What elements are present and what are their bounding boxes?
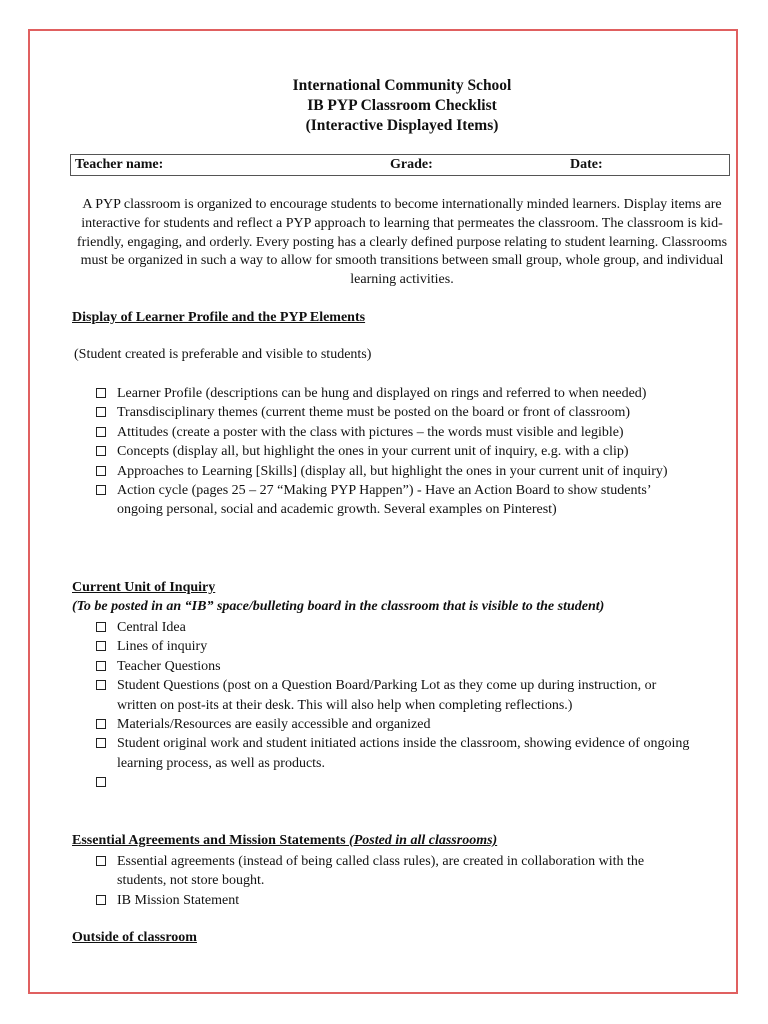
checkbox[interactable] xyxy=(96,485,106,495)
list-item: Learner Profile (descriptions can be hung and displayed on rings and referred to when needed) xyxy=(96,384,696,403)
title-subtitle: (Interactive Displayed Items) xyxy=(305,117,499,134)
section-heading-essential-agreements: Essential Agreements and Mission Statements (Posted in all classrooms) xyxy=(72,833,498,848)
section-subtitle-ib-space: (To be posted in an “IB” space/bulleting board in the classroom that is visible to the student) xyxy=(72,599,605,614)
checkbox[interactable] xyxy=(96,641,106,651)
checkbox[interactable] xyxy=(96,407,106,417)
checklist-unit-of-inquiry xyxy=(96,618,696,792)
list-item: Lines of inquiry xyxy=(96,637,696,656)
document-title xyxy=(70,76,734,136)
checkbox[interactable] xyxy=(96,719,106,729)
list-item: Essential agreements (instead of being called class rules), are created in collaboration with the students, not store bought. xyxy=(96,852,696,891)
list-item xyxy=(96,773,696,792)
section-heading-outside-classroom: Outside of classroom xyxy=(72,930,197,945)
checkbox[interactable] xyxy=(96,856,106,866)
intro-paragraph: A PYP classroom is organized to encourage students to become internationally minded learners. Display items are interactive for students and reflect a PYP approach to learning that permeates the classroom. The classroom is kid-friendly, engaging, and orderly. Every posting has a clearly defined purpose relating to student learning. Classrooms must be organized in such a way to allow for smooth transitions between small group, whole group, and individual learning activities. xyxy=(76,197,728,288)
checkbox[interactable] xyxy=(96,661,106,671)
list-item: Transdisciplinary themes (current theme must be posted on the board or front of classroom) xyxy=(96,403,696,422)
title-checklist: IB PYP Classroom Checklist xyxy=(307,97,497,114)
list-item: Action cycle (pages 25 – 27 “Making PYP Happen”) - Have an Action Board to show students’ ongoing personal, social and academic growth. Several examples on Pinterest) xyxy=(96,481,696,520)
date-label: Date: xyxy=(570,157,603,172)
list-item: Approaches to Learning [Skills] (display all, but highlight the ones in your current unit of inquiry) xyxy=(96,462,696,481)
list-item: Central Idea xyxy=(96,618,696,637)
section-heading-italic-note: (Posted in all classrooms) xyxy=(349,833,498,848)
checkbox[interactable] xyxy=(96,738,106,748)
checkbox[interactable] xyxy=(96,895,106,905)
list-item: Attitudes (create a poster with the class with pictures – the words must visible and legible) xyxy=(96,423,696,442)
checklist-essential-agreements xyxy=(96,852,696,910)
checklist-learner-profile xyxy=(96,384,696,520)
list-item: Student original work and student initiated actions inside the classroom, showing evidence of ongoing learning process, as well as products. xyxy=(96,734,696,773)
section-heading-learner-profile: Display of Learner Profile and the PYP Elements xyxy=(72,310,366,325)
checkbox[interactable] xyxy=(96,446,106,456)
list-item: Student Questions (post on a Question Board/Parking Lot as they come up during instruction, or written on post-its at their desk. This will also help when completing reflections.) xyxy=(96,676,696,715)
checkbox[interactable] xyxy=(96,622,106,632)
section-note-student-created: (Student created is preferable and visible to students) xyxy=(74,347,372,362)
checkbox[interactable] xyxy=(96,388,106,398)
checkbox[interactable] xyxy=(96,427,106,437)
section-heading-unit-of-inquiry: Current Unit of Inquiry xyxy=(72,580,216,595)
checkbox[interactable] xyxy=(96,680,106,690)
list-item: Materials/Resources are easily accessible and organized xyxy=(96,715,696,734)
checkbox[interactable] xyxy=(96,466,106,476)
teacher-name-label: Teacher name: xyxy=(75,157,164,172)
checkbox[interactable] xyxy=(96,777,106,787)
title-school: International Community School xyxy=(292,77,512,94)
list-item: Concepts (display all, but highlight the ones in your current unit of inquiry, e.g. with a clip) xyxy=(96,442,696,461)
teacher-info-box xyxy=(70,154,730,176)
grade-label: Grade: xyxy=(390,157,433,172)
list-item: Teacher Questions xyxy=(96,657,696,676)
list-item: IB Mission Statement xyxy=(96,891,696,910)
